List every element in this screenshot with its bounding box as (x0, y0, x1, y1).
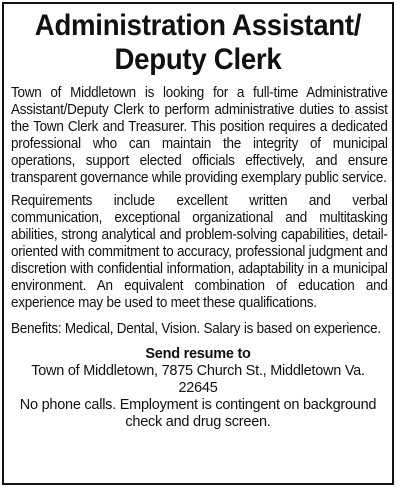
requirements-paragraph: Requirements include excellent written and verbal communication, exceptional organizational and multitasking abilities, strong analytical and problem-solving capabilities, detail-oriented with commitment to accuracy, professional judgment and discretion with confidential information, adaptability in a municipal environment. An equivalent combination of education and experience may be used to meet these qualifications. (11, 193, 388, 311)
contact-address: Town of Middletown, 7875 Church St., Middletown Va. 22645 (31, 363, 365, 396)
job-ad (2, 2, 394, 485)
ad-title (26, 9, 370, 77)
ad-title-line-1: Administration Assistant/ (34, 9, 362, 42)
contact-note: No phone calls. Employment is contingent on background check and drug screen. (19, 397, 377, 430)
benefits-line: Benefits: Medical, Dental, Vision. Salary is based on experience. (11, 321, 381, 337)
contact-heading: Send resume to (145, 346, 251, 362)
contact-block (11, 346, 385, 431)
intro-paragraph: Town of Middletown is looking for a full-time Administrative Assistant/Deputy Clerk to perform administrative duties to assist the Town Clerk and Treasurer. This position requires a dedicated professional who can maintain the integrity of municipal operations, support elected officials effectively, and ensure transparent governance while providing exemplary public service. (11, 85, 388, 186)
ad-title-line-2: Deputy Clerk (114, 43, 282, 76)
